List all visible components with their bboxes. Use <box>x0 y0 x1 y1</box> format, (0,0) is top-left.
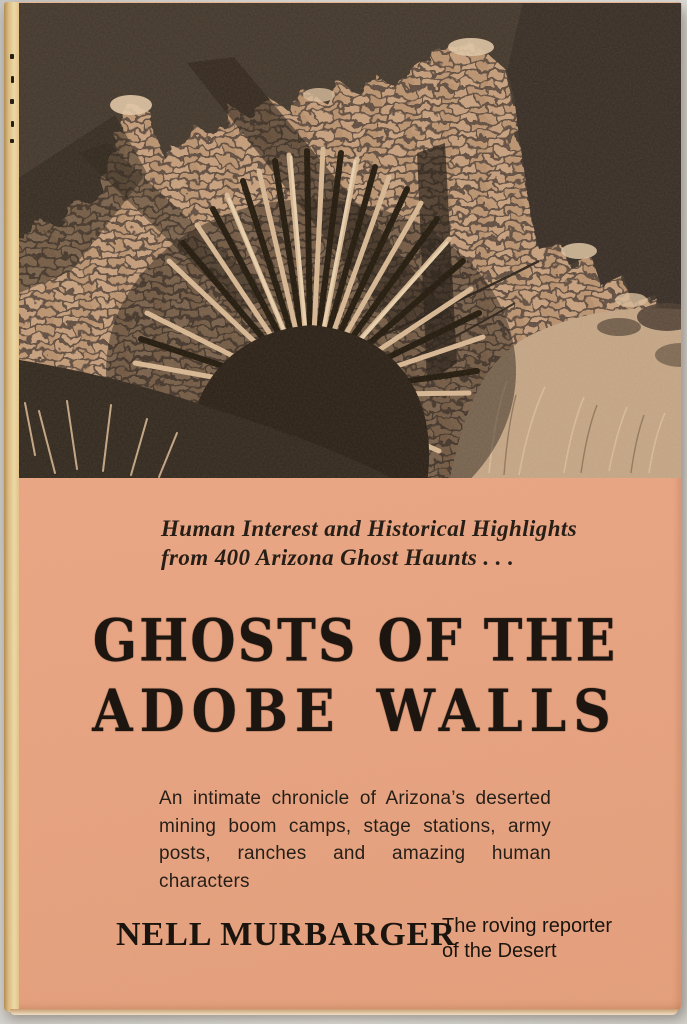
tagline-line: from 400 Arizona Ghost Haunts . . . <box>161 545 515 570</box>
spine-mark <box>10 139 14 143</box>
book-title <box>4 606 682 746</box>
spine-mark <box>11 121 14 127</box>
cover-photo-adobe-ruins <box>19 3 681 478</box>
book-cover <box>4 2 682 1012</box>
byline-line: of the Desert <box>442 940 557 962</box>
book-title-line-2: ADOBE WALLS <box>92 677 618 746</box>
book-page-edge <box>4 2 19 1012</box>
tagline <box>161 514 577 572</box>
adobe-ruins-illustration <box>19 3 681 478</box>
tagline-line: Human Interest and Historical Highlights <box>161 516 578 541</box>
spine-mark <box>10 54 14 59</box>
subtitle-line: An intimate chronicle of Arizona’s deserted <box>159 788 551 809</box>
author-byline <box>442 914 612 964</box>
book-title-line-1: GHOSTS OF THE <box>92 606 618 676</box>
subtitle-line: posts, ranches and amazing human characters <box>159 843 551 892</box>
spine-mark <box>10 99 14 104</box>
byline-line: The roving reporter <box>442 915 613 937</box>
subtitle-line: mining boom camps, stage stations, army <box>159 815 551 837</box>
author-name: NELL MURBARGER <box>116 916 456 953</box>
spine-mark <box>11 76 14 83</box>
book-subtitle <box>159 785 551 895</box>
